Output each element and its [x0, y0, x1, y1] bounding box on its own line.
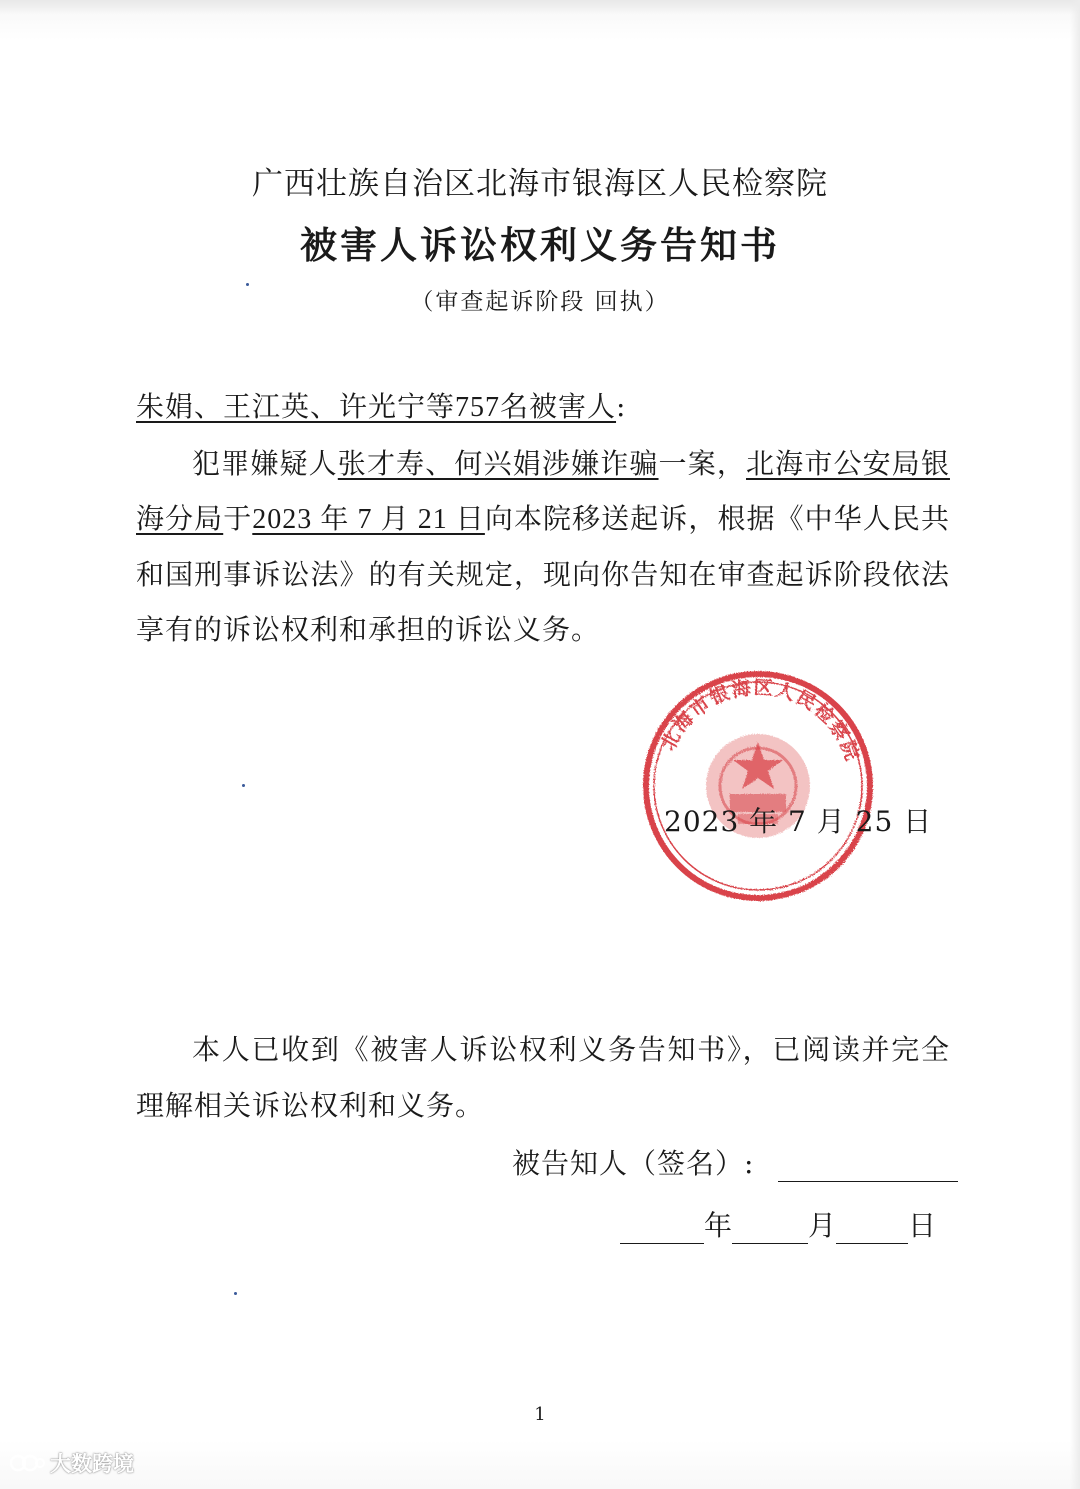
addressee-colon: :	[616, 390, 627, 423]
addressee-line	[136, 385, 626, 425]
year-label: 年	[704, 1209, 733, 1242]
document-title: 被害人诉讼权利义务告知书	[300, 223, 780, 267]
official-seal-stamp	[640, 668, 876, 904]
seal-date: 2023 年 7 月 25 日	[664, 805, 933, 838]
watermark	[10, 1448, 134, 1478]
signature-label: 被告知人（签名）:	[512, 1147, 755, 1180]
page-number: 1	[534, 1404, 546, 1425]
signature-row	[512, 1142, 958, 1182]
month-blank[interactable]	[732, 1213, 808, 1244]
signature-blank[interactable]	[778, 1151, 958, 1182]
receipt-acknowledgement: 本人已收到《被害人诉讼权利义务告知书》，已阅读并完全理解相关诉讼权利和义务。	[136, 1033, 950, 1122]
scan-speck	[234, 1292, 237, 1295]
issuing-organization: 广西壮族自治区北海市银海区人民检察院	[252, 166, 828, 202]
watermark-text: 大数跨境	[50, 1452, 134, 1476]
addressee-names: 朱娟、王江英、许光宁等757名被害人	[136, 390, 617, 423]
notice-paragraph: 犯罪嫌疑人张才寿、何兴娟涉嫌诈骗一案，北海市公安局银海分局于2023 年 7 月 21 日向本院移送起诉，根据《中华人民共和国刑事诉讼法》的有关规定，现向你告知在审查起诉阶段依法享有的诉讼权利和承担的诉讼义务。	[136, 447, 950, 646]
seal-ring-text: 北海市银海区人民检察院	[656, 676, 864, 766]
scan-speck	[246, 283, 249, 286]
watermark-logo-icon	[10, 1452, 46, 1474]
scan-speck	[242, 784, 245, 787]
scan-shadow-top	[0, 0, 1080, 14]
day-blank[interactable]	[836, 1213, 908, 1244]
suspect-names: 张才寿、何兴娟涉嫌诈骗	[337, 447, 659, 480]
day-label: 日	[908, 1209, 937, 1242]
transfer-date: 2023 年 7 月 21 日	[252, 504, 485, 535]
police-agency: 北海市公安局银海分局	[136, 447, 950, 535]
year-blank[interactable]	[620, 1213, 704, 1244]
document-subtitle: （审查起诉阶段 回执）	[410, 289, 670, 315]
month-label: 月	[808, 1209, 837, 1242]
signature-date-row	[620, 1204, 936, 1244]
